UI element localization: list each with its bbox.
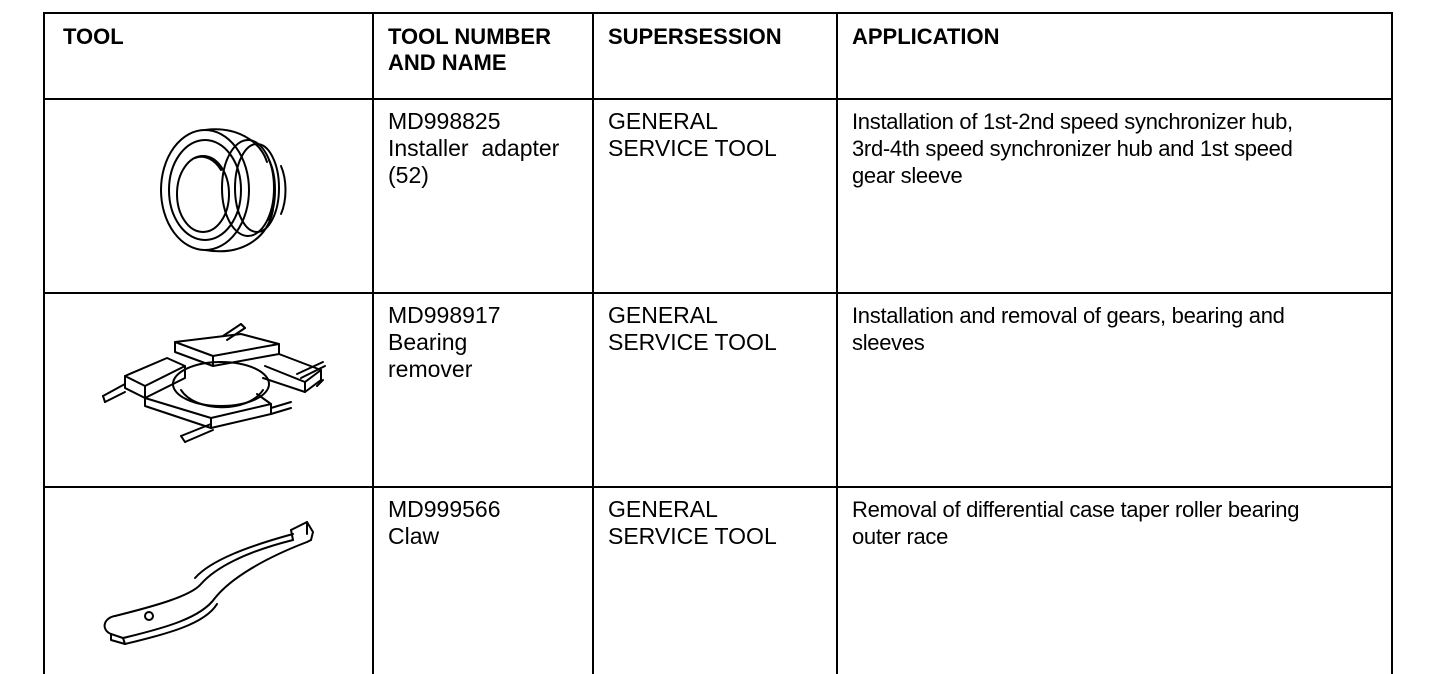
application-line: gear sleeve [852, 163, 963, 188]
application-line: sleeves [852, 330, 925, 355]
header-application: APPLICATION [837, 13, 1392, 99]
header-supersession: SUPERSESSION [593, 13, 837, 99]
table-row [44, 293, 1392, 487]
header-tool-number-line2: AND NAME [388, 50, 507, 75]
supersession-line: GENERAL [608, 108, 718, 134]
table-row [44, 99, 1392, 293]
supersession-line: SERVICE TOOL [608, 135, 777, 161]
supersession-line: GENERAL [608, 302, 718, 328]
tool-name-line: remover [388, 356, 473, 382]
claw-icon [45, 488, 374, 670]
header-tool-number [373, 13, 593, 99]
header-tool: TOOL [44, 13, 373, 99]
bearing-remover-icon [45, 294, 374, 478]
table-row [44, 487, 1392, 674]
tool-number-cell [373, 99, 593, 293]
application-cell [837, 293, 1392, 487]
tool-number: MD999566 [388, 496, 501, 522]
application-line: Removal of differential case taper roller bearing [852, 497, 1300, 522]
supersession-line: GENERAL [608, 496, 718, 522]
header-tool-number-line1: TOOL NUMBER [388, 24, 551, 49]
table-header-row [44, 13, 1392, 99]
tool-name-line: Claw [388, 523, 440, 549]
tool-number-cell [373, 487, 593, 674]
installer-adapter-ring-icon [45, 100, 374, 284]
tool-name-line: Installer adapter [388, 135, 560, 161]
tool-name-line: Bearing [388, 329, 468, 355]
supersession-cell [593, 99, 837, 293]
tool-image-cell [44, 293, 373, 487]
tool-image-cell [44, 99, 373, 293]
application-line: outer race [852, 524, 949, 549]
application-cell [837, 487, 1392, 674]
supersession-line: SERVICE TOOL [608, 523, 777, 549]
supersession-cell [593, 293, 837, 487]
tool-number: MD998917 [388, 302, 501, 328]
tool-image-cell [44, 487, 373, 674]
tool-number: MD998825 [388, 108, 501, 134]
application-cell [837, 99, 1392, 293]
application-line: Installation and removal of gears, bearing and [852, 303, 1285, 328]
tool-name-line: (52) [388, 162, 429, 188]
application-line: 3rd-4th speed synchronizer hub and 1st speed [852, 136, 1293, 161]
tool-number-cell [373, 293, 593, 487]
application-line: Installation of 1st-2nd speed synchronizer hub, [852, 109, 1293, 134]
special-tools-table [43, 12, 1393, 674]
supersession-line: SERVICE TOOL [608, 329, 777, 355]
supersession-cell [593, 487, 837, 674]
